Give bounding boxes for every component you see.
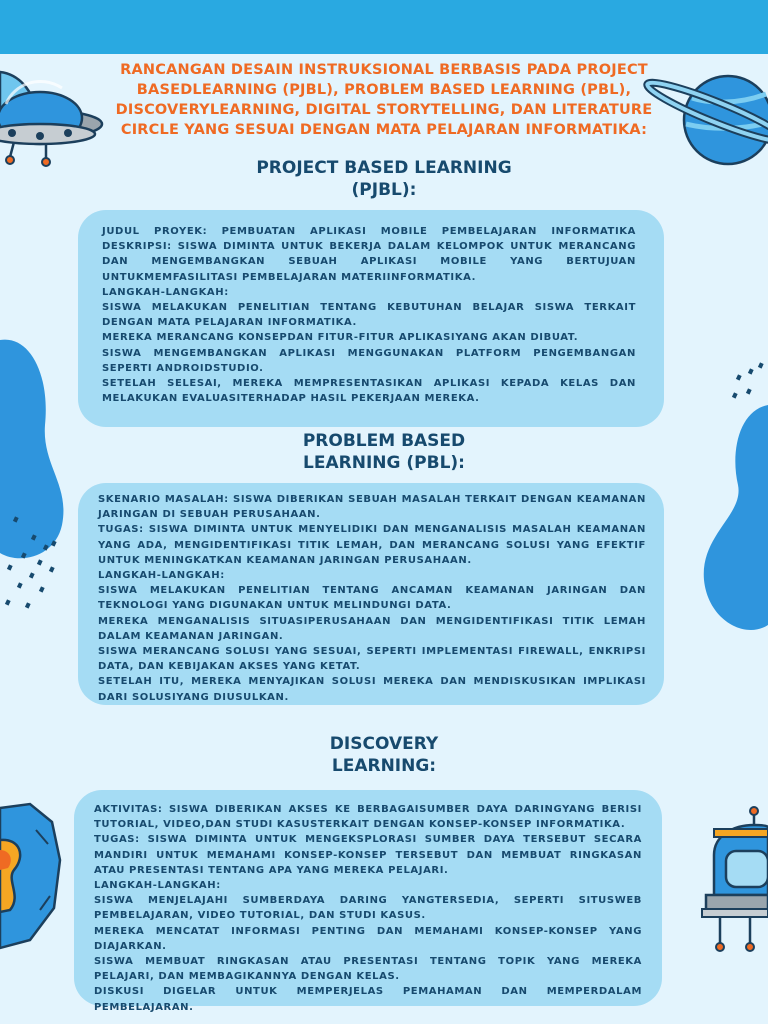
discovery-paragraph: DISKUSI DIGELAR UNTUK MEMPERJELAS PEMAHAMAN DAN MEMPERDALAM PEMBELAJARAN. — [94, 986, 642, 1013]
pbl-paragraph: LANGKAH-LANGKAH: — [98, 570, 225, 582]
discovery-paragraph: TUGAS: SISWA DIMINTA UNTUK MENGEKSPLORASI SUMBER DAYA TERSEBUT SECARA MANDIRI UNTUK MEMAHAMI KONSEP-KONSEP TERSEBUT DAN MEMBUAT RINGKASAN ATAU PRESENTASI TENTANG APA YANG MEREKA PELAJARI. — [94, 834, 642, 876]
section-title-line: LEARNING: — [331, 756, 437, 776]
section-title-line: PROJECT BASED LEARNING — [256, 158, 512, 178]
pjbl-paragraph: SETELAH SELESAI, MEREKA MEMPRESENTASIKAN APLIKASI KEPADA KELAS DAN MELAKUKAN EVALUASITERHADAP HASIL PEKERJAAN MEREKA. — [102, 378, 636, 405]
pjbl-paragraph: LANGKAH-LANGKAH: — [102, 286, 229, 298]
pjbl-paragraph: SISWA MENGEMBANGKAN APLIKASI MENGGUNAKAN PLATFORM PENGEMBANGAN SEPERTI ANDROIDSTUDIO. — [102, 347, 636, 374]
section-title-pjbl — [184, 157, 584, 201]
pbl-paragraph: SISWA MELAKUKAN PENELITIAN TENTANG ANCAMAN KEAMANAN JARINGAN DAN TEKNOLOGI YANG DIGUNAKAN UNTUK MELINDUNGI DATA. — [98, 585, 646, 612]
section-title-line: LEARNING (PBL): — [303, 453, 465, 473]
pbl-paragraph: TUGAS: SISWA DIMINTA UNTUK MENYELIDIKI DAN MENGANALISIS MASALAH KEAMANAN YANG ADA, MENGIDENTIFIKASI TITIK LEMAH, DAN MERANCANG SOLUSI YANG EFEKTIF UNTUK MENINGKATKAN KEAMANAN JARINGAN PERUSAHAAN. — [98, 524, 646, 566]
asteroid-icon — [0, 800, 64, 950]
pjbl-paragraph: MEREKA MERANCANG KONSEPDAN FITUR-FITUR APLIKASIYANG AKAN DIBUAT. — [102, 332, 579, 344]
pbl-paragraph: SETELAH ITU, MEREKA MENYAJIKAN SOLUSI MEREKA DAN MENDISKUSIKAN IMPLIKASI DARI SOLUSIYANG DIUSULKAN. — [98, 676, 646, 703]
pjbl-paragraph: JUDUL PROYEK: PEMBUATAN APLIKASI MOBILE PEMBELAJARAN INFORMATIKA DESKRIPSI: SISWA DIMINTA UNTUK BEKERJA DALAM KELOMPOK UNTUK MERANCANG DAN MENGEMBANGKAN SEBUAH APLIKASI MOBILE YANG BERTUJUAN UNTUKMEMFASILITASI PEMBELAJARAN MATERIINFORMATIKA. — [102, 226, 636, 283]
pjbl-content-box — [78, 210, 664, 427]
robot-pod-icon — [700, 805, 768, 955]
dots-decoration — [725, 355, 768, 415]
discovery-paragraph: SISWA MENJELAJAHI SUMBERDAYA DARING YANGTERSEDIA, SEPERTI SITUSWEB PEMBELAJARAN, VIDEO TUTORIAL, DAN STUDI KASUS. — [94, 895, 642, 922]
pbl-content-box — [78, 483, 664, 705]
pjbl-paragraph: SISWA MELAKUKAN PENELITIAN TENTANG KEBUTUHAN BELAJAR SISWA TERKAIT DENGAN MATA PELAJARAN INFORMATIKA. — [102, 302, 636, 329]
discovery-content-box — [74, 790, 662, 1013]
section-title-discovery — [234, 733, 534, 777]
discovery-paragraph: MEREKA MENCATAT INFORMASI PENTING DAN MEMAHAMI KONSEP-KONSEP YANG DIAJARKAN. — [94, 925, 642, 952]
discovery-paragraph: AKTIVITAS: SISWA DIBERIKAN AKSES KE BERBAGAISUMBER DAYA DARINGYANG BERISI TUTORIAL, VIDEO,DAN STUDI KASUSTERKAIT DENGAN KONSEP-KONSEP INFORMATIKA. — [94, 804, 642, 831]
top-banner — [0, 0, 768, 54]
discovery-paragraph: SISWA MEMBUAT RINGKASAN ATAU PRESENTASI TENTANG TOPIK YANG MEREKA PELAJARI, DAN MEMBAGIKANNYA DENGAN KELAS. — [94, 956, 642, 983]
discovery-paragraph: LANGKAH-LANGKAH: — [94, 880, 221, 892]
blob-right-shape — [700, 405, 768, 635]
pbl-paragraph: MEREKA MENGANALISIS SITUASIPERUSAHAAN DAN MENGIDENTIFIKASI TITIK LEMAH DALAM KEAMANAN JARINGAN. — [98, 615, 646, 642]
section-title-line: PROBLEM BASED — [302, 431, 466, 451]
pbl-paragraph: SISWA MERANCANG SOLUSI YANG SESUAI, SEPERTI IMPLEMENTASI FIREWALL, ENKRIPSI DATA, DAN KEBIJAKAN AKSES YANG KETAT. — [98, 646, 646, 673]
pbl-paragraph: SKENARIO MASALAH: SISWA DIBERIKAN SEBUAH MASALAH TERKAIT DENGAN KEAMANAN JARINGAN DI SEBUAH PERUSAHAAN. — [98, 494, 646, 521]
section-title-line: DISCOVERY — [329, 734, 439, 754]
section-title-line: (PJBL): — [351, 180, 417, 200]
section-title-pbl — [234, 430, 534, 474]
ufo-icon — [0, 62, 108, 174]
dots-decoration — [0, 505, 70, 625]
main-title: RANCANGAN DESAIN INSTRUKSIONAL BERBASIS PADA PROJECT BASEDLEARNING (PJBL), PROBLEM BASED LEARNING (PBL), DISCOVERYLEARNING, DIGITAL STORYTELLING, DAN LITERATURE CIRCLE YANG SESUAI DENGAN MATA PELAJARAN INFORMATIKA: — [115, 62, 653, 138]
